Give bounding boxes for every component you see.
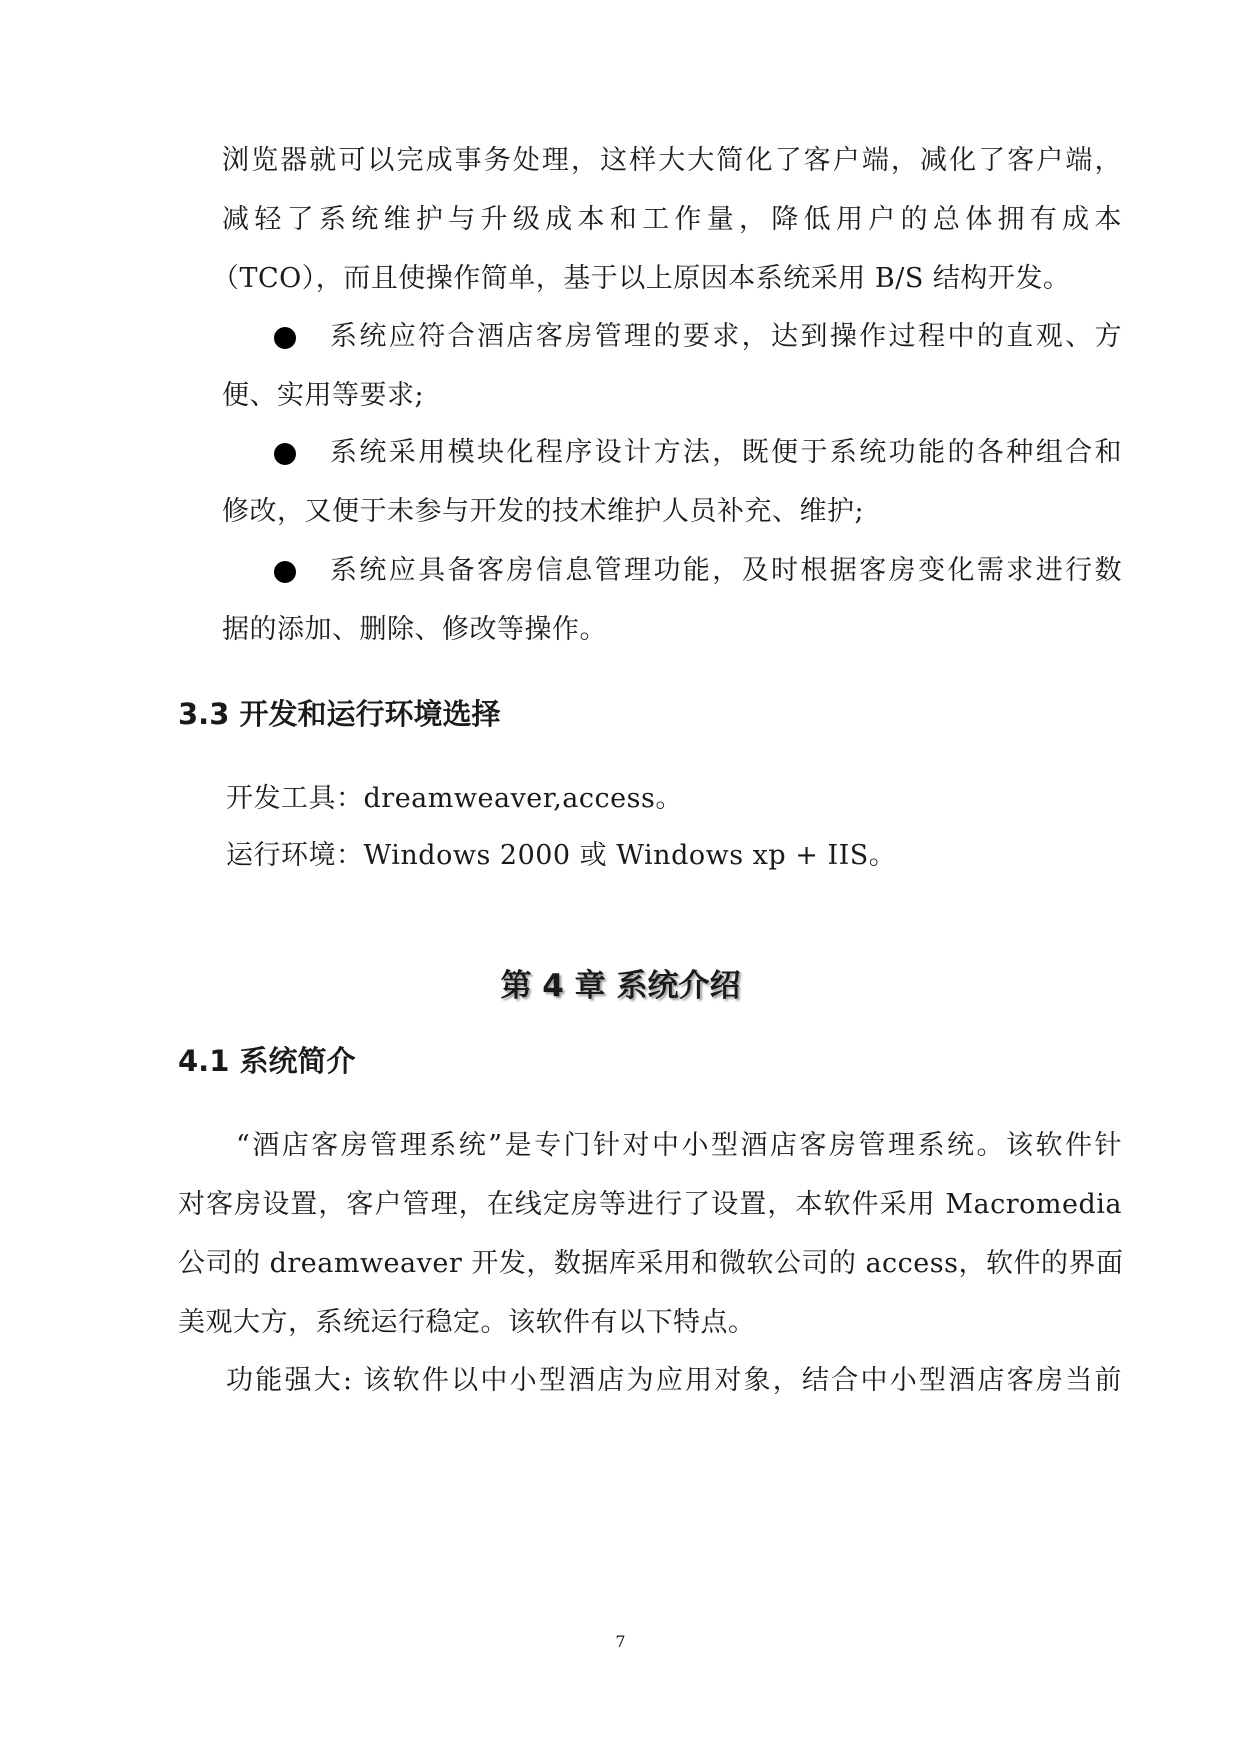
bullet-icon xyxy=(274,443,296,465)
chapter-title: 第 4 章 系统介绍 xyxy=(500,968,741,1004)
bullet-item-text: 系统采用模块化程序设计方法，既便于系统功能的各种组合和 xyxy=(330,437,1122,468)
paragraph-line: 美观大方，系统运行稳定。该软件有以下特点。 xyxy=(178,1307,756,1338)
bullet-item-continuation: 便、实用等要求; xyxy=(222,380,425,411)
paragraph-line: （TCO），而且使操作简单，基于以上原因本系统采用 B/S 结构开发。 xyxy=(212,263,1071,294)
paragraph-line: 浏览器就可以完成事务处理，这样大大简化了客户端，减化了客户端， xyxy=(222,145,1122,176)
page-number: 7 xyxy=(615,1632,626,1651)
bullet-item-text: 系统应具备客房信息管理功能，及时根据客房变化需求进行数 xyxy=(330,555,1122,586)
bullet-icon xyxy=(274,561,296,583)
bullet-item-continuation: 据的添加、删除、修改等操作。 xyxy=(222,614,607,645)
bullet-item-text: 系统应符合酒店客房管理的要求，达到操作过程中的直观、方 xyxy=(330,321,1122,352)
paragraph-line: 公司的 dreamweaver 开发，数据库采用和微软公司的 access，软件的界面 xyxy=(178,1248,1124,1279)
section-heading: 4.1 系统简介 xyxy=(178,1044,356,1078)
paragraph-line: 对客房设置，客户管理，在线定房等进行了设置，本软件采用 Macromedia xyxy=(178,1189,1122,1220)
paragraph-line: “酒店客房管理系统”是专门针对中小型酒店客房管理系统。该软件针 xyxy=(236,1130,1122,1161)
section-heading: 3.3 开发和运行环境选择 xyxy=(178,697,501,731)
dev-tools-line: 开发工具：dreamweaver,access。 xyxy=(226,783,683,814)
paragraph-line: 功能强大: 该软件以中小型酒店为应用对象，结合中小型酒店客房当前 xyxy=(226,1365,1122,1396)
bullet-item-continuation: 修改，又便于未参与开发的技术维护人员补充、维护; xyxy=(222,496,865,527)
bullet-icon xyxy=(274,327,296,349)
paragraph-line: 减轻了系统维护与升级成本和工作量，降低用户的总体拥有成本 xyxy=(222,204,1122,235)
run-environment-line: 运行环境：Windows 2000 或 Windows xp + IIS。 xyxy=(226,840,897,871)
